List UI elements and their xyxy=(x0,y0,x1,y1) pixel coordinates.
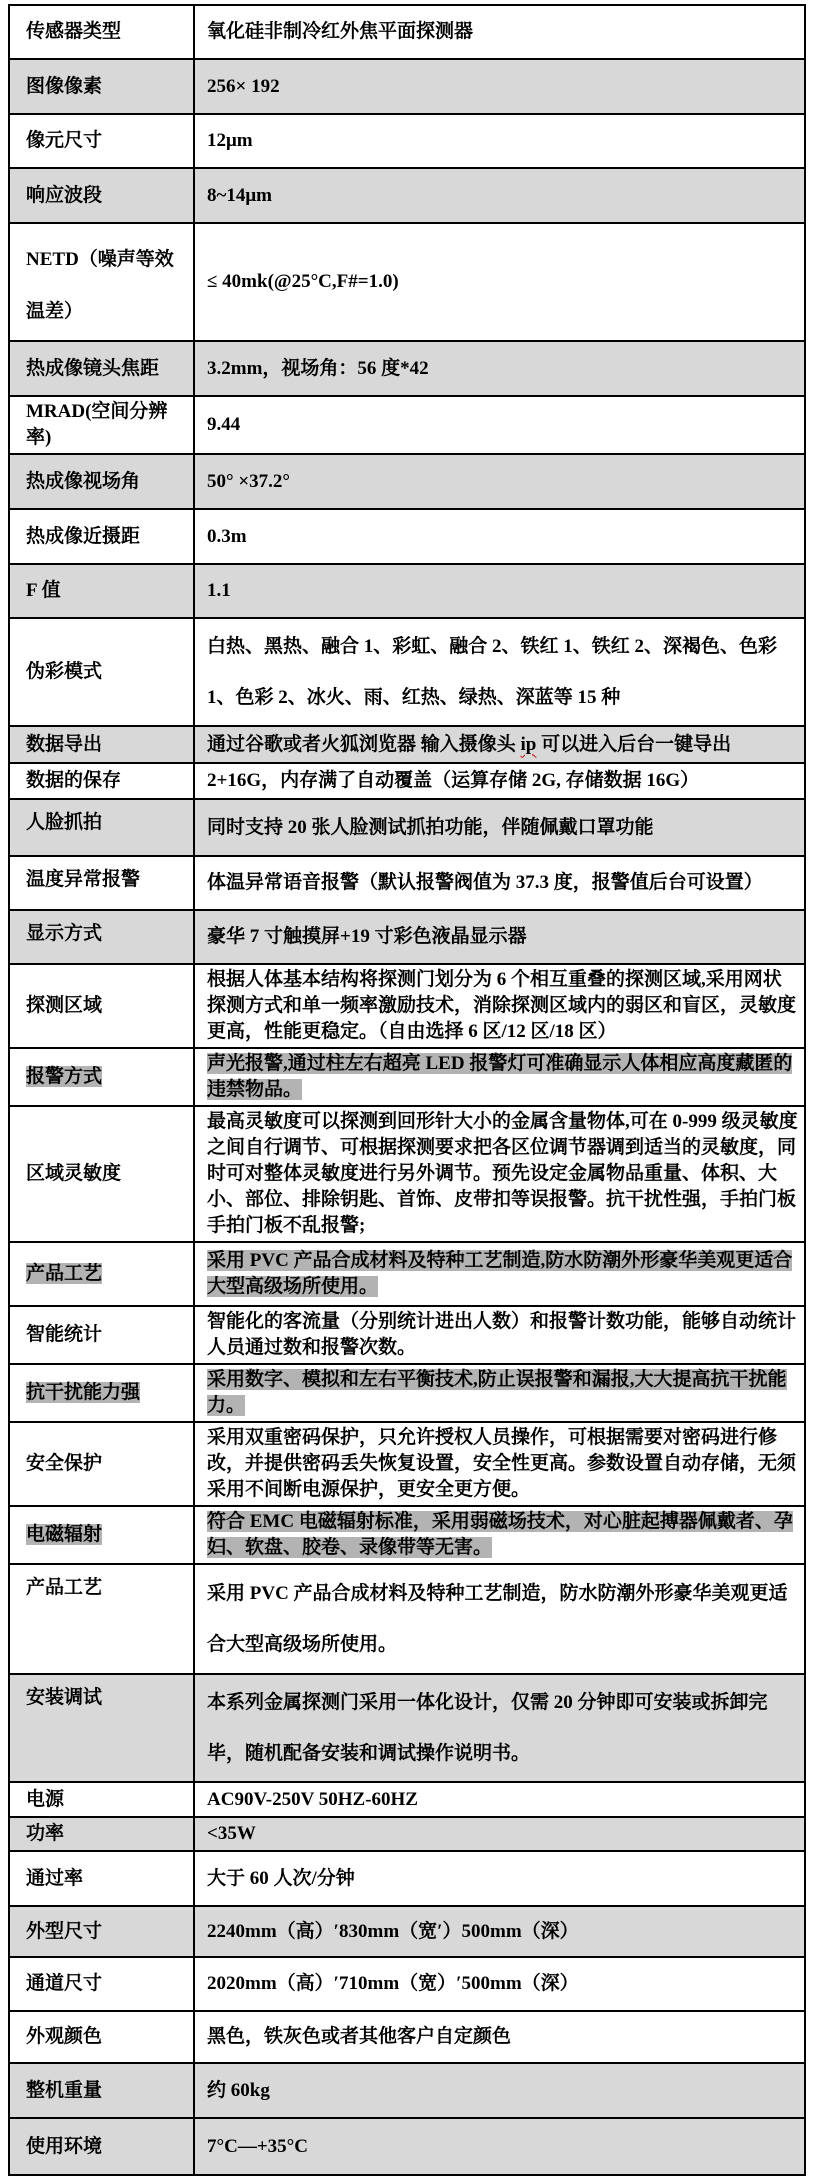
spec-label xyxy=(9,964,194,1048)
spec-label-text: 使用环境 xyxy=(26,2135,103,2157)
spec-value-text: 3.2mm，视场角：56 度*42 xyxy=(207,357,429,379)
spec-label xyxy=(9,1364,194,1422)
spec-value-text: 7°C—+35°C xyxy=(207,2135,308,2157)
spec-value xyxy=(194,1422,805,1506)
table-row xyxy=(9,618,805,726)
table-row xyxy=(9,910,805,964)
spec-label xyxy=(9,1422,194,1506)
spec-value xyxy=(194,1674,805,1782)
spec-value-text: 氧化硅非制冷红外焦平面探测器 xyxy=(207,21,474,42)
spec-value xyxy=(194,1242,805,1306)
spec-label xyxy=(9,2118,194,2175)
table-row xyxy=(9,1306,805,1364)
spec-value xyxy=(194,5,805,59)
spec-value xyxy=(194,396,805,454)
spec-label-text: 报警方式 xyxy=(26,1066,103,1087)
spec-value-text: 符合 EMC 电磁辐射标准，采用弱磁场技术，对心脏起搏器佩戴者、孕妇、软盘、胶卷、录像带等无害。 xyxy=(207,1511,793,1558)
spec-value-text: 同时支持 20 张人脸测试抓拍功能，伴随佩戴口罩功能 xyxy=(207,816,654,838)
spec-value xyxy=(194,1506,805,1564)
table-row xyxy=(9,2118,805,2175)
table-row xyxy=(9,1106,805,1242)
spec-value-text: 本系列金属探测门采用一体化设计，仅需 20 分钟即可安装或拆卸完毕，随机配备安装和调试操作说明书。 xyxy=(207,1692,768,1764)
spec-value xyxy=(194,1817,805,1851)
spec-label xyxy=(9,5,194,59)
spec-value-text: 9.44 xyxy=(207,414,241,435)
table-row xyxy=(9,564,805,618)
spec-label-text: 电源 xyxy=(26,1788,65,1810)
spec-value xyxy=(194,223,805,341)
spec-label xyxy=(9,2063,194,2118)
spec-label-text: 抗干扰能力强 xyxy=(26,1382,141,1403)
spec-label xyxy=(9,1674,194,1782)
table-row xyxy=(9,1564,805,1674)
spec-label xyxy=(9,59,194,114)
spec-label xyxy=(9,1306,194,1364)
table-row xyxy=(9,1674,805,1782)
spec-value-text: 采用数字、模拟和左右平衡技术,防止误报警和漏报,大大提高抗干扰能力。 xyxy=(207,1369,787,1416)
spec-value-text: 1.1 xyxy=(207,580,231,601)
spec-label-text: 响应波段 xyxy=(26,184,103,206)
spec-label-text: 电磁辐射 xyxy=(26,1524,103,1545)
spellcheck-underlined-word: ip xyxy=(520,733,537,755)
spec-label xyxy=(9,1242,194,1306)
spec-label xyxy=(9,341,194,396)
spec-label xyxy=(9,114,194,168)
spec-label-text: 数据的保存 xyxy=(26,770,122,791)
spec-label xyxy=(9,1564,194,1674)
spec-label xyxy=(9,618,194,726)
spec-value-text: 豪华 7 寸触摸屏+19 寸彩色液晶显示器 xyxy=(207,926,527,947)
spec-label xyxy=(9,396,194,454)
spec-label xyxy=(9,1782,194,1817)
spec-value xyxy=(194,2011,805,2063)
spec-value-text: 体温异常语音报警（默认报警阀值为 37.3 度，报警值后台可设置） xyxy=(207,872,763,893)
spec-value-text: 声光报警,通过柱左右超亮 LED 报警灯可准确显示人体相应高度藏匿的违禁物品。 xyxy=(207,1053,793,1100)
spec-value xyxy=(194,59,805,114)
spec-table xyxy=(8,4,806,2176)
spec-value-text: 256× 192 xyxy=(207,75,280,97)
spec-value-text: 8~14μm xyxy=(207,184,272,206)
spec-label-text: 图像像素 xyxy=(26,75,103,97)
table-row xyxy=(9,1851,805,1906)
spec-value-text: AC90V-250V 50HZ-60HZ xyxy=(207,1788,418,1810)
spec-label-text: NETD（噪声等效温差） xyxy=(26,249,174,322)
table-row xyxy=(9,964,805,1048)
table-row xyxy=(9,396,805,454)
spec-label xyxy=(9,910,194,964)
spec-label xyxy=(9,1506,194,1564)
spec-value xyxy=(194,341,805,396)
spec-label-text: 产品工艺 xyxy=(26,1577,103,1598)
spec-label xyxy=(9,1106,194,1242)
spec-value xyxy=(194,1306,805,1364)
table-row xyxy=(9,726,805,763)
spec-value xyxy=(194,618,805,726)
spec-label-text: 整机重量 xyxy=(26,2079,103,2101)
spec-label xyxy=(9,1957,194,2011)
spec-value xyxy=(194,168,805,223)
table-row xyxy=(9,2011,805,2063)
spec-value xyxy=(194,726,805,763)
spec-label-text: 功率 xyxy=(26,1823,65,1844)
table-row xyxy=(9,341,805,396)
spec-value-text: 采用 PVC 产品合成材料及特种工艺制造，防水防潮外形豪华美观更适合大型高级场所使用。 xyxy=(207,1583,788,1655)
table-row xyxy=(9,1817,805,1851)
spec-value-text: 50° ×37.2° xyxy=(207,470,291,492)
spec-value-text: ≤ 40mk(@25°C,F#=1.0) xyxy=(207,271,399,292)
spec-label-text: MRAD(空间分辨率) xyxy=(26,401,168,448)
spec-value xyxy=(194,454,805,509)
spec-label-text: 热成像镜头焦距 xyxy=(26,357,160,379)
spec-value xyxy=(194,964,805,1048)
table-row xyxy=(9,1782,805,1817)
spec-label xyxy=(9,509,194,564)
spec-label xyxy=(9,763,194,799)
spec-label xyxy=(9,1817,194,1851)
spec-value xyxy=(194,1048,805,1106)
spec-value xyxy=(194,1106,805,1242)
spec-label xyxy=(9,168,194,223)
spec-value xyxy=(194,1364,805,1422)
table-row xyxy=(9,799,805,856)
spec-label-text: 安装调试 xyxy=(26,1687,103,1708)
spec-value xyxy=(194,1564,805,1674)
table-row xyxy=(9,59,805,114)
table-row xyxy=(9,509,805,564)
spec-value-text: <35W xyxy=(207,1823,256,1844)
table-row xyxy=(9,5,805,59)
spec-label xyxy=(9,1906,194,1957)
spec-label-text: 通道尺寸 xyxy=(26,1973,103,1994)
spec-value xyxy=(194,1906,805,1957)
spec-label-text: 探测区域 xyxy=(26,995,103,1016)
spec-value xyxy=(194,856,805,910)
table-row xyxy=(9,114,805,168)
table-row xyxy=(9,1957,805,2011)
spec-value-text: 根据人体基本结构将探测门划分为 6 个相互重叠的探测区域,采用网状探测方式和单一频率激励技术，消除探测区域内的弱区和盲区，灵敏度更高，性能更稳定。（自由选择 6 区/12 区/18 区） xyxy=(207,969,797,1042)
spec-value-text: 通过谷歌或者火狐浏览器 输入摄像头 xyxy=(207,733,521,755)
spec-value-text: 最高灵敏度可以探测到回形针大小的金属含量物体,可在 0-999 级灵敏度之间自行调节、可根据探测要求把各区位调节器调到适当的灵敏度，同时可对整体灵敏度进行另外调节。预先设定金属物品重量、体积、大小、部位、排除钥匙、首饰、皮带扣等误报警。抗干扰性强，手拍门板手拍门板不乱报警; xyxy=(207,1111,798,1236)
spec-label xyxy=(9,856,194,910)
table-row xyxy=(9,856,805,910)
spec-label-text: 智能统计 xyxy=(26,1324,103,1345)
spec-label xyxy=(9,564,194,618)
spec-label-text: 通过率 xyxy=(26,1867,84,1889)
spec-label-text: 产品工艺 xyxy=(26,1263,103,1284)
table-row xyxy=(9,1048,805,1106)
spec-value xyxy=(194,564,805,618)
spec-label-text: 伪彩模式 xyxy=(26,661,103,682)
spec-label-text: 像元尺寸 xyxy=(26,130,103,151)
spec-value-text: 2020mm（高）′710mm（宽）′500mm（深） xyxy=(207,1973,579,1994)
spec-value-text: 白热、黑热、融合 1、彩虹、融合 2、铁红 1、铁红 2、深褐色、色彩 1、色彩 2、冰火、雨、红热、绿热、深蓝等 15 种 xyxy=(207,636,778,708)
table-row xyxy=(9,1242,805,1306)
spec-value-text: 2+16G，内存满了自动覆盖（运算存储 2G, 存储数据 16G） xyxy=(207,770,700,791)
spec-label-text: 热成像视场角 xyxy=(26,470,141,492)
spec-label xyxy=(9,2011,194,2063)
table-row xyxy=(9,2063,805,2118)
spec-label xyxy=(9,223,194,341)
table-row xyxy=(9,454,805,509)
table-row xyxy=(9,1422,805,1506)
table-row xyxy=(9,223,805,341)
table-row xyxy=(9,1506,805,1564)
spec-value-text: 采用双重密码保护，只允许授权人员操作，可根据需要对密码进行修改，并提供密码丢失恢复设置，安全性更高。参数设置自动存储，无须采用不间断电源保护，更安全更方便。 xyxy=(207,1427,797,1500)
spec-value-text: 约 60kg xyxy=(207,2079,270,2101)
spec-value-text: 采用 PVC 产品合成材料及特种工艺制造,防水防潮外形豪华美观更适合大型高级场所使用。 xyxy=(207,1250,793,1297)
spec-value xyxy=(194,2118,805,2175)
spec-value xyxy=(194,910,805,964)
spec-label xyxy=(9,799,194,856)
spec-value xyxy=(194,509,805,564)
spec-value xyxy=(194,763,805,799)
table-row xyxy=(9,1906,805,1957)
spec-value-text: 大于 60 人次/分钟 xyxy=(207,1867,355,1889)
table-row xyxy=(9,763,805,799)
spec-label-text: 显示方式 xyxy=(26,923,103,944)
spec-value xyxy=(194,114,805,168)
spec-value xyxy=(194,799,805,856)
spec-label-text: F 值 xyxy=(26,580,61,601)
spec-value-text: 黑色，铁灰色或者其他客户自定颜色 xyxy=(207,2026,512,2047)
spec-value xyxy=(194,1782,805,1817)
table-row xyxy=(9,168,805,223)
spec-label-text: 温度异常报警 xyxy=(26,869,141,890)
spec-label-text: 安全保护 xyxy=(26,1453,103,1474)
spec-label xyxy=(9,1851,194,1906)
spec-label-text: 人脸抓拍 xyxy=(26,812,103,833)
spec-label-text: 外型尺寸 xyxy=(26,1920,103,1942)
spec-value-text: 12μm xyxy=(207,130,253,151)
spec-label xyxy=(9,454,194,509)
spec-label xyxy=(9,1048,194,1106)
spec-label xyxy=(9,726,194,763)
spec-value-text: 0.3m xyxy=(207,525,247,547)
spec-label-text: 数据导出 xyxy=(26,733,103,755)
spec-label-text: 传感器类型 xyxy=(26,21,122,42)
spec-value-text: 可以进入后台一键导出 xyxy=(536,733,732,755)
spec-value-text: 智能化的客流量（分别统计进出人数）和报警计数功能，能够自动统计人员通过数和报警次数。 xyxy=(207,1311,797,1358)
spec-label-text: 区域灵敏度 xyxy=(26,1163,122,1184)
spec-label-text: 外观颜色 xyxy=(26,2026,103,2047)
spec-label-text: 热成像近摄距 xyxy=(26,525,141,547)
spec-value-text: 2240mm（高）′830mm（宽′）500mm（深） xyxy=(207,1920,579,1942)
spec-value xyxy=(194,1957,805,2011)
table-row xyxy=(9,1364,805,1422)
spec-value xyxy=(194,2063,805,2118)
spec-value xyxy=(194,1851,805,1906)
